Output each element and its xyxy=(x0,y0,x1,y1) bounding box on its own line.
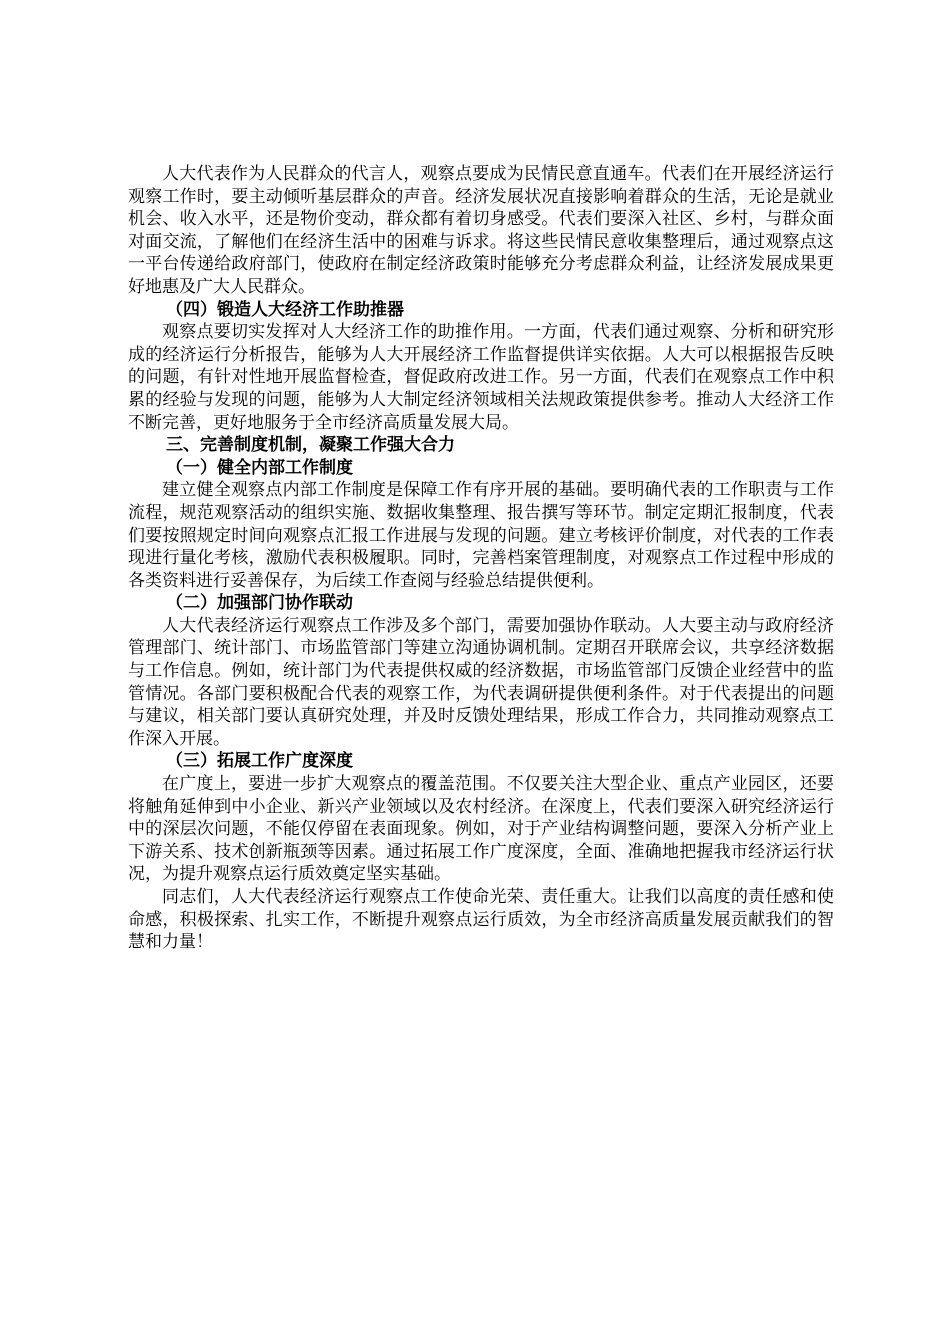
heading-section-3-2: （二）加强部门协作联动 xyxy=(166,593,353,614)
document-page xyxy=(128,163,834,954)
paragraph-people-voice: 人大代表作为人民群众的代言人，观察点要成为民情民意直通车。代表们在开展经济运行观察工作时，要主动倾听基层群众的声音。经济发展状况直接影响着群众的生活，无论是就业机会、收入水平，还是物价变动，群众都有着切身感受。代表们要深入社区、乡村，与群众面对面交流，了解他们在经济生活中的困难与诉求。将这些民情民意收集整理后，通过观察点这一平台传递给政府部门，使政府在制定经济政策时能够充分考虑群众利益，让经济发展成果更好地惠及广大人民群众。 xyxy=(128,164,834,297)
paragraph-department-cooperation: 人大代表经济运行观察点工作涉及多个部门，需要加强协作联动。人大要主动与政府经济管理部门、统计部门、市场监管部门等建立沟通协调机制。定期召开联席会议，共享经济数据与工作信息。例如，统计部门为代表提供权威的经济数据，市场监管部门反馈企业经营中的监管情况。各部门要积极配合代表的观察工作，为代表调研提供便利条件。对于代表提出的问题与建议，相关部门要认真研究处理，并及时反馈处理结果，形成工作合力，共同推动观察点工作深入开展。 xyxy=(128,615,834,749)
heading-section-3-3: （三）拓展工作广度深度 xyxy=(166,751,353,772)
heading-section-4: （四）锻造人大经济工作助推器 xyxy=(166,299,404,320)
paragraph-breadth-depth: 在广度上，要进一步扩大观察点的覆盖范围。不仅要关注大型企业、重点产业园区，还要将触角延伸到中小企业、新兴产业领域以及农村经济。在深度上，代表们要深入研究经济运行中的深层次问题，不能仅停留在表面现象。例如，对于产业结构调整问题，要深入分析产业上下游关系、技术创新瓶颈等因素。通过拓展工作广度深度，全面、准确地把握我市经济运行状况，为提升观察点运行质效奠定坚实基础。 xyxy=(128,774,834,885)
paragraph-internal-system: 建立健全观察点内部工作制度是保障工作有序开展的基础。要明确代表的工作职责与工作流程，规范观察活动的组织实施、数据收集整理、报告撰写等环节。制定定期汇报制度，代表们要按照规定时间向观察点汇报工作进展与发现的问题。建立考核评价制度，对代表的工作表现进行量化考核，激励代表积极履职。同时，完善档案管理制度，对观察点工作过程中形成的各类资料进行妥善保存，为后续工作查阅与经验总结提供便利。 xyxy=(128,480,834,591)
heading-section-3-1: （一）健全内部工作制度 xyxy=(166,457,353,478)
heading-part-3: 三、完善制度机制，凝聚工作强大合力 xyxy=(166,435,455,456)
paragraph-closing: 同志们，人大代表经济运行观察点工作使命光荣、责任重大。让我们以高度的责任感和使命感，积极探索、扎实工作，不断提升观察点运行质效，为全市经济高质量发展贡献我们的智慧和力量！ xyxy=(128,887,834,953)
paragraph-npc-booster: 观察点要切实发挥对人大经济工作的助推作用。一方面，代表们通过观察、分析和研究形成的经济运行分析报告，能够为人大开展经济工作监督提供详实依据。人大可以根据报告反映的问题，有针对性地开展监督检查，督促政府改进工作。另一方面，代表们在观察点工作中积累的经验与发现的问题，能够为人大制定经济领域相关法规政策提供参考。推动人大经济工作不断完善，更好地服务于全市经济高质量发展大局。 xyxy=(128,322,834,433)
